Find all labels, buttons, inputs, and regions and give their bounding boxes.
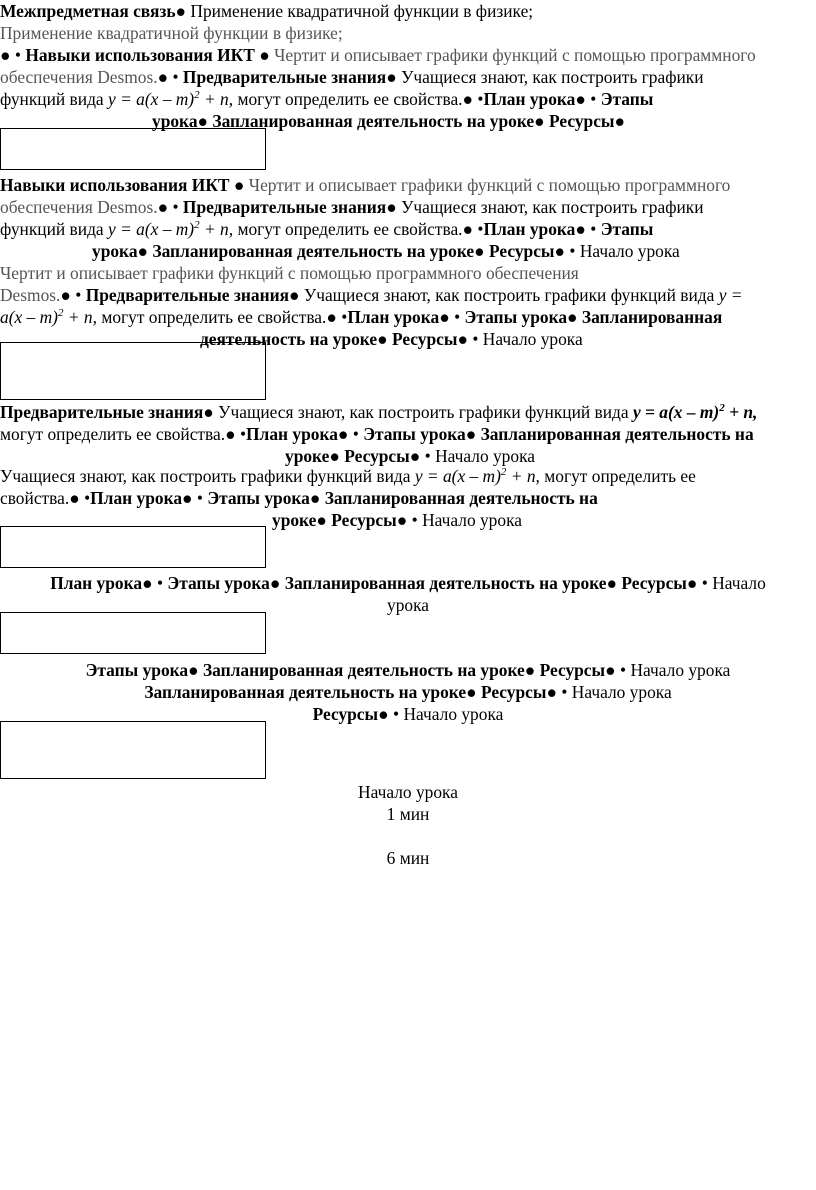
- bullet-icon: •: [569, 241, 576, 261]
- text-line: [200, 328, 816, 350]
- timing-1-min: 1 мин: [386, 804, 430, 824]
- bullet-icon: ●: [524, 660, 536, 680]
- bullet-icon: ●: [377, 329, 388, 349]
- text-line: [0, 262, 816, 284]
- text-line: [0, 0, 816, 22]
- text-line: [0, 659, 816, 681]
- bullet-icon: ●: [225, 424, 236, 444]
- text-line: [0, 401, 816, 423]
- formula: y = a(x – m)$^2$ + n,: [108, 219, 234, 239]
- bullet-icon: ●: [439, 307, 450, 327]
- timing-6-min: 6 мин: [386, 848, 430, 868]
- bullet-icon: ●: [462, 89, 474, 109]
- bullet-icon: •: [392, 704, 400, 724]
- bullet-icon: •: [477, 219, 484, 239]
- label-planned: Запланированная деятельность на уроке: [212, 111, 535, 131]
- students-text: Учащиеся знают, как построить графики функций вида: [303, 285, 715, 305]
- bullet-icon: ●: [457, 329, 468, 349]
- functions-text: функций вида: [0, 89, 104, 109]
- lesson-start-text: Начало урока: [482, 329, 583, 349]
- label-stages: урока: [92, 241, 138, 261]
- bullet-icon: ●: [137, 241, 149, 261]
- bullet-icon: ●: [554, 241, 566, 261]
- bullet-icon: ●: [465, 424, 477, 444]
- bullet-icon: •: [352, 424, 359, 444]
- label-plan: План урока: [90, 488, 183, 508]
- bullet-icon: •: [196, 488, 203, 508]
- text-line: [0, 681, 816, 703]
- lesson-start-text: Начало урока: [403, 704, 504, 724]
- bullet-icon: ●: [686, 573, 698, 593]
- bullet-icon: •: [454, 307, 461, 327]
- bullet-icon: ●: [614, 111, 626, 131]
- software-text: обеспечения Desmos.: [0, 67, 158, 87]
- bullet-icon: ●: [378, 704, 389, 724]
- text-line: [272, 509, 816, 531]
- text-line: [0, 174, 816, 196]
- label-planned: деятельность на уроке: [200, 329, 378, 349]
- text-line: [0, 218, 816, 240]
- label-resources: Ресурсы: [539, 660, 606, 680]
- text-line: [0, 306, 816, 328]
- text-line: [0, 487, 816, 509]
- text-line: [0, 88, 816, 110]
- bullet-icon: ●: [157, 67, 169, 87]
- formula: y =: [718, 285, 743, 305]
- label-plan: План урока: [50, 573, 143, 593]
- bullet-icon: ●: [0, 45, 11, 65]
- bullet-icon: ●: [386, 197, 397, 217]
- bullet-icon: ●: [409, 446, 421, 466]
- label-resources: Ресурсы: [621, 573, 687, 593]
- bullet-icon: ●: [197, 111, 209, 131]
- lesson-word: урока: [387, 595, 429, 615]
- bullet-icon: ●: [575, 219, 586, 239]
- lesson-start-text: Начало урока: [435, 446, 535, 466]
- formula: y = a(x – m)$^2$ + n,: [108, 89, 234, 109]
- bullet-icon: •: [172, 67, 179, 87]
- bullet-icon: •: [619, 660, 627, 680]
- bullet-icon: ●: [605, 660, 616, 680]
- students-text: Учащиеся знают, как построить графики функций вида: [218, 402, 629, 422]
- label-planned: Запланированная деятельность на: [480, 424, 754, 444]
- lesson-start-text: Начало урока: [571, 682, 672, 702]
- students-text: Учащиеся знают, как построить графики: [401, 67, 704, 87]
- physics-text: Применение квадратичной функции в физике;: [190, 1, 534, 21]
- empty-box: [0, 612, 266, 654]
- bullet-icon: •: [75, 285, 82, 305]
- bullet-icon: •: [472, 329, 479, 349]
- empty-box: [0, 128, 266, 170]
- label-stages: Этапы урока: [464, 307, 568, 327]
- empty-box: [0, 721, 266, 779]
- bullet-icon: ●: [337, 424, 349, 444]
- text-line: [0, 66, 816, 88]
- bullet-icon: ●: [326, 307, 337, 327]
- label-planned: уроке: [272, 510, 317, 530]
- bullet-icon: ●: [69, 488, 80, 508]
- bullet-icon: •: [701, 573, 708, 593]
- text-line: [0, 465, 816, 487]
- lesson-start-text: Начало урока: [630, 660, 731, 680]
- label-stages: Этапы: [600, 219, 654, 239]
- bullet-icon: ●: [606, 573, 618, 593]
- students-text: Учащиеся знают, как построить графики функций вида: [0, 466, 411, 486]
- bullet-icon: ●: [188, 660, 199, 680]
- bullet-icon: ●: [396, 510, 408, 530]
- properties-text: могут определить ее свойства.: [0, 424, 226, 444]
- bullet-icon: ●: [534, 111, 545, 131]
- label-prior: Предварительные знания: [85, 285, 290, 305]
- functions-text: функций вида: [0, 219, 104, 239]
- bullet-icon: •: [84, 488, 91, 508]
- text-line: [92, 240, 816, 262]
- bullet-icon: •: [156, 573, 164, 593]
- properties-text: могут определить ее свойства.: [101, 307, 327, 327]
- label-planned: Запланированная деятельность на уроке: [202, 660, 525, 680]
- label-interdisciplinary: Межпредметная связь: [0, 1, 176, 21]
- bullet-icon: •: [239, 424, 247, 444]
- bullet-icon: ●: [175, 1, 187, 21]
- properties-text: могут определить ее свойства.: [237, 219, 463, 239]
- bullet-icon: ●: [466, 682, 477, 702]
- formula: y = a(x – m)$^2$ + n,: [414, 466, 540, 486]
- bullet-icon: •: [590, 219, 597, 239]
- label-planned: Запланированная деятельность на уроке: [152, 241, 475, 261]
- bullet-icon: ●: [567, 307, 578, 327]
- bullet-icon: ●: [203, 402, 214, 422]
- label-stages: урока: [152, 111, 198, 131]
- lesson-start-heading: Начало урока: [358, 782, 458, 802]
- bullet-icon: ●: [316, 510, 327, 530]
- label-planned: Запланированная деятельность на уроке: [144, 682, 467, 702]
- label-resources: Ресурсы: [489, 241, 555, 261]
- label-plan: План урока: [483, 89, 576, 109]
- label-planned: Запланированная: [581, 307, 723, 327]
- text-line: [0, 572, 816, 594]
- draws-text: Чертит и описывает графики функций с помощью программного: [248, 175, 731, 195]
- bullet-icon: •: [477, 89, 484, 109]
- label-stages: Этапы урока: [167, 573, 270, 593]
- desmos-text: Desmos.: [0, 285, 61, 305]
- label-resources: Ресурсы: [391, 329, 458, 349]
- text-line: [285, 445, 816, 467]
- bullet-icon: ●: [386, 67, 397, 87]
- bullet-icon: ●: [157, 197, 169, 217]
- label-ikt: Навыки использования ИКТ: [25, 45, 255, 65]
- empty-box: [0, 526, 266, 568]
- label-resources: Ресурсы: [344, 446, 410, 466]
- bullet-icon: ●: [233, 175, 245, 195]
- bullet-icon: ●: [142, 573, 153, 593]
- bullet-icon: •: [561, 682, 568, 702]
- label-resources: Ресурсы: [331, 510, 397, 530]
- formula: a(x – m)$^2$ + n,: [0, 307, 97, 327]
- bullet-icon: •: [424, 446, 431, 466]
- label-ikt: Навыки использования ИКТ: [0, 175, 230, 195]
- label-stages: Этапы урока: [363, 424, 466, 444]
- bullet-icon: ●: [289, 285, 300, 305]
- properties-text: могут определить ее свойства.: [237, 89, 463, 109]
- text-line: [0, 284, 816, 306]
- lesson-start-text: Начало урока: [422, 510, 522, 530]
- properties-text: свойства.: [0, 488, 70, 508]
- bullet-icon: •: [341, 307, 348, 327]
- empty-box: [0, 342, 266, 400]
- label-planned: Запланированная деятельность на: [324, 488, 598, 508]
- bullet-icon: ●: [462, 219, 474, 239]
- label-plan: План урока: [347, 307, 440, 327]
- bullet-icon: •: [590, 89, 597, 109]
- bullet-icon: ●: [474, 241, 485, 261]
- label-plan: План урока: [246, 424, 338, 444]
- label-resources: Ресурсы: [549, 111, 615, 131]
- bullet-icon: ●: [309, 488, 321, 508]
- label-stages: Этапы: [600, 89, 654, 109]
- properties-text: могут определить ее: [544, 466, 696, 486]
- lesson-start-text: Начало урока: [579, 241, 680, 261]
- label-resources: Ресурсы: [480, 682, 547, 702]
- label-prior: Предварительные знания: [0, 402, 204, 422]
- draws-text: Чертит и описывает графики функций с помощью программного обеспечения: [0, 263, 579, 283]
- bullet-icon: ●: [575, 89, 586, 109]
- bullet-icon: ●: [182, 488, 193, 508]
- label-prior: Предварительные знания: [182, 197, 387, 217]
- formula: y = a(x – m)$^2$ + n,: [632, 402, 758, 422]
- students-text: Учащиеся знают, как построить графики: [401, 197, 704, 217]
- physics-text: Применение квадратичной функции в физике;: [0, 23, 343, 43]
- label-planned: уроке: [285, 446, 330, 466]
- bullet-icon: ●: [546, 682, 557, 702]
- label-prior: Предварительные знания: [182, 67, 387, 87]
- draws-text: Чертит и описывает графики функций с помощью программного: [274, 45, 756, 65]
- label-plan: План урока: [483, 219, 576, 239]
- software-text: обеспечения Desmos.: [0, 197, 158, 217]
- text-line: [0, 196, 816, 218]
- bullet-icon: •: [14, 45, 21, 65]
- text-line: [0, 22, 816, 44]
- bullet-icon: •: [172, 197, 179, 217]
- text-line: [0, 44, 816, 66]
- label-stages: Этапы урока: [207, 488, 310, 508]
- bullet-icon: ●: [329, 446, 340, 466]
- label-stages: Этапы урока: [85, 660, 189, 680]
- label-resources: Ресурсы: [312, 704, 379, 724]
- lesson-start-text: Начало: [712, 573, 766, 593]
- bullet-icon: •: [411, 510, 418, 530]
- bullet-icon: ●: [60, 285, 71, 305]
- label-planned: Запланированная деятельность на уроке: [284, 573, 607, 593]
- text-line: [0, 423, 816, 445]
- bullet-icon: ●: [269, 573, 281, 593]
- bullet-icon: ●: [259, 45, 270, 65]
